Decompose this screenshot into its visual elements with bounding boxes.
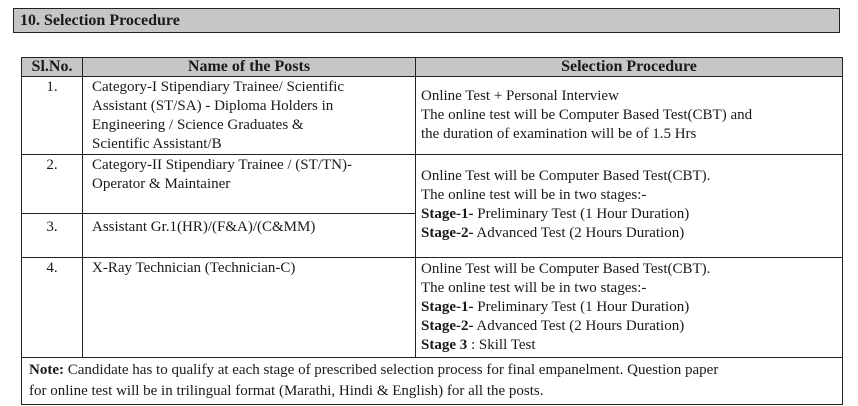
procedure-line: the duration of examination will be of 1.5 Hrs	[421, 126, 697, 142]
row-post-name	[83, 258, 416, 358]
procedure-line: The online test will be in two stages:-	[421, 187, 647, 203]
stage-label: Stage-2-	[421, 318, 474, 334]
procedure-line: Online Test + Personal Interview	[421, 88, 619, 104]
post-line: Scientific Assistant/B	[92, 136, 222, 152]
note-label: Note:	[29, 362, 64, 378]
stage-text: Advanced Test (2 Hours Duration)	[473, 225, 685, 241]
row-post-name	[83, 155, 416, 214]
note-line	[29, 360, 838, 381]
table-row	[22, 258, 843, 358]
procedure-line: Online Test will be Computer Based Test(CBT).	[421, 261, 711, 277]
row-procedure	[416, 258, 843, 358]
post-line: X-Ray Technician (Technician-C)	[92, 260, 296, 276]
stage-text: Preliminary Test (1 Hour Duration)	[473, 299, 690, 315]
note-cell	[22, 358, 843, 405]
stage-line	[421, 336, 838, 355]
stage-text: Advanced Test (2 Hours Duration)	[473, 318, 685, 334]
table-header-row	[22, 58, 843, 77]
stage-text: Preliminary Test (1 Hour Duration)	[473, 206, 690, 222]
procedure-line: The online test will be Computer Based Test(CBT) and	[421, 107, 753, 123]
row-post-name	[83, 77, 416, 155]
row-sl-no: 2.	[22, 155, 83, 214]
stage-line	[421, 224, 838, 243]
stage-line	[421, 205, 838, 224]
procedure-line: The online test will be in two stages:-	[421, 280, 647, 296]
stage-label: Stage 3	[421, 337, 468, 353]
post-line: Operator & Maintainer	[92, 176, 231, 192]
row-procedure	[416, 77, 843, 155]
stage-line	[421, 317, 838, 336]
post-line: Category-I Stipendiary Trainee/ Scientific	[92, 79, 345, 95]
table-row	[22, 155, 843, 214]
note-row	[22, 358, 843, 405]
row-sl-no: 1.	[22, 77, 83, 155]
row-sl-no: 3.	[22, 214, 83, 258]
table-row	[22, 77, 843, 155]
stage-label: Stage-1-	[421, 299, 474, 315]
selection-procedure-table	[21, 57, 843, 405]
stage-line	[421, 298, 838, 317]
stage-label: Stage-2-	[421, 225, 474, 241]
post-line: Engineering / Science Graduates &	[92, 117, 304, 133]
header-sl-no: Sl.No.	[22, 58, 83, 77]
section-title: 10. Selection Procedure	[13, 8, 840, 33]
stage-label: Stage-1-	[421, 206, 474, 222]
procedure-line: Online Test will be Computer Based Test(CBT).	[421, 168, 711, 184]
note-line: for online test will be in trilingual format (Marathi, Hindi & English) for all the posts.	[29, 383, 544, 399]
note-text: Candidate has to qualify at each stage of prescribed selection process for final empanelment. Question paper	[63, 362, 719, 378]
row-post-name	[83, 214, 416, 258]
post-line: Assistant (ST/SA) - Diploma Holders in	[92, 98, 334, 114]
header-selection-procedure: Selection Procedure	[416, 58, 843, 77]
post-line: Category-II Stipendiary Trainee / (ST/TN)-	[92, 157, 352, 173]
row-procedure	[416, 155, 843, 258]
header-post-name: Name of the Posts	[83, 58, 416, 77]
stage-text: : Skill Test	[467, 337, 536, 353]
row-sl-no: 4.	[22, 258, 83, 358]
post-line: Assistant Gr.1(HR)/(F&A)/(C&MM)	[92, 219, 316, 235]
